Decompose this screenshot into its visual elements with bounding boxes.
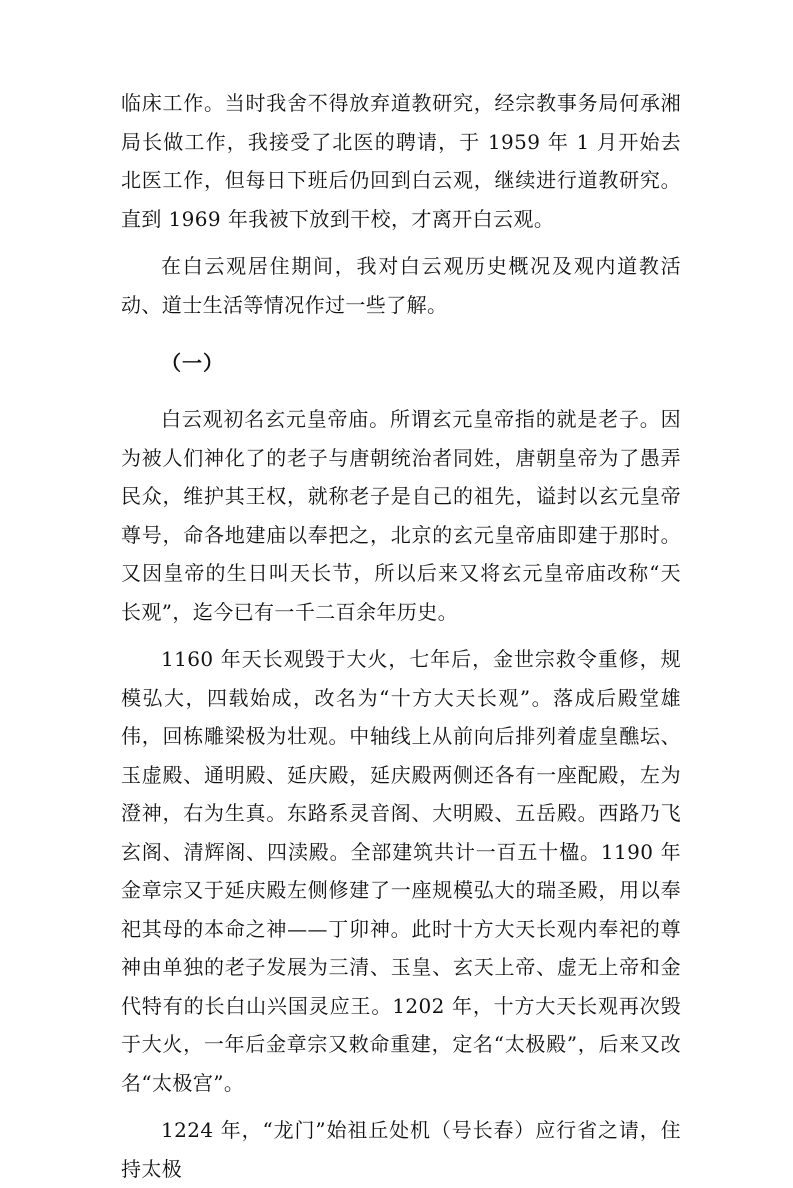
paragraph: 白云观初名玄元皇帝庙。所谓玄元皇帝指的就是老子。因为被人们神化了的老子与唐朝统治者同姓，唐朝皇帝为了愚弄民众，维护其王权，就称老子是自己的祖先，谥封以玄元皇帝尊号，命各地建庙以奉把之，北京的玄元皇帝庙即建于那时。又因皇帝的生日叫天长节，所以后来又将玄元皇帝庙改称“天长观”，迄今已有一千二百余年历史。 xyxy=(121,407,681,624)
paragraph: 1224 年，“龙门”始祖丘处机（号长春）应行省之请，住持太极 xyxy=(121,1118,681,1181)
paragraph: 1160 年天长观毁于大火，七年后，金世宗救令重修，规模弘大，四载始成，改名为“十方大天长观”。落成后殿堂雄伟，回栋雕梁极为壮观。中轴线上从前向后排列着虚皇醮坛、玉虚殿、通明殿、延庆殿，延庆殿两侧还各有一座配殿，左为澄神，右为生真。东路系灵音阁、大明殿、五岳殿。西路乃飞玄阁、清辉阁、四渎殿。全部建筑共计一百五十楹。1190 年金章宗又于延庆殿左侧修建了一座规模弘大的瑞圣殿，用以奉祀其母的本命之神——丁卯神。此时十方大天长观内奉祀的尊神由单独的老子发展为三清、玉皇、玄天上帝、虚无上帝和金代特有的长白山兴国灵应王。1202 年，十方大天长观再次毁于大火，一年后金章宗又敕命重建，定名“太极殿”，后来又改名“太极宫”。 xyxy=(121,647,681,1095)
document-body xyxy=(121,84,681,1188)
paragraph: 在白云观居住期间，我对白云观历史概况及观内道教活动、道士生活等情况作过一些了解。 xyxy=(121,254,681,317)
paragraph: 临床工作。当时我舍不得放弃道教研究，经宗教事务局何承湘局长做工作，我接受了北医的聘请，于 1959 年 1 月开始去北医工作，但每日下班后仍回到白云观，继续进行道教研究。直到 1969 年我被下放到干校，才离开白云观。 xyxy=(121,91,681,231)
section-heading: （一） xyxy=(161,351,224,375)
